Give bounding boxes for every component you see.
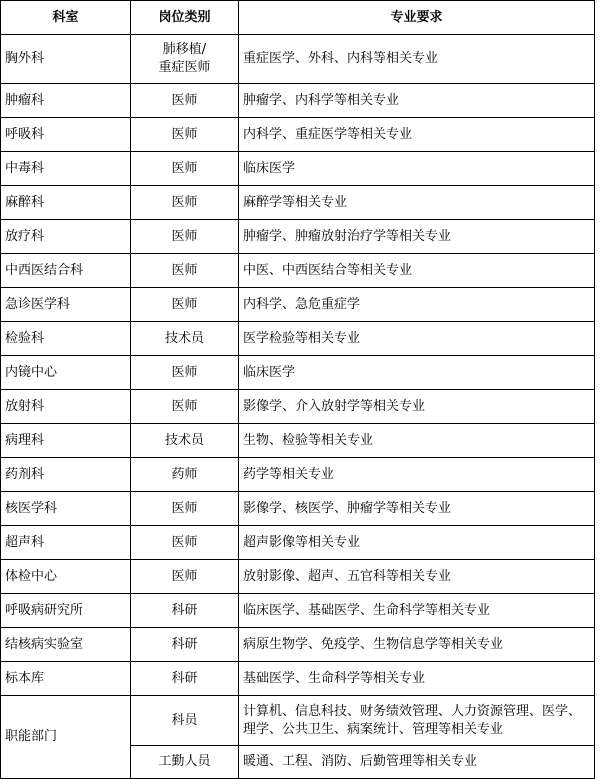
category-cell: 药师 <box>131 458 239 492</box>
requirement-cell: 医学检验等相关专业 <box>239 322 595 356</box>
category-cell: 科员 <box>131 696 239 746</box>
table-row <box>1 424 595 458</box>
requirement-cell: 暖通、工程、消防、后勤管理等相关专业 <box>239 746 595 779</box>
table-row-functional <box>1 696 595 746</box>
requirement-cell: 生物、检验等相关专业 <box>239 424 595 458</box>
header-row <box>1 1 595 35</box>
requirement-cell: 麻醉学等相关专业 <box>239 186 595 220</box>
table-row <box>1 288 595 322</box>
category-cell: 技术员 <box>131 322 239 356</box>
table-row <box>1 662 595 696</box>
dept-cell: 结核病实验室 <box>1 628 131 662</box>
dept-cell: 标本库 <box>1 662 131 696</box>
dept-cell: 中西医结合科 <box>1 254 131 288</box>
requirement-cell: 肿瘤学、内科学等相关专业 <box>239 84 595 118</box>
dept-cell: 药剂科 <box>1 458 131 492</box>
table-row <box>1 118 595 152</box>
category-cell <box>131 35 239 84</box>
category-cell: 科研 <box>131 594 239 628</box>
table-row <box>1 152 595 186</box>
dept-cell: 放疗科 <box>1 220 131 254</box>
category-cell: 医师 <box>131 288 239 322</box>
table-row <box>1 322 595 356</box>
dept-cell: 检验科 <box>1 322 131 356</box>
table-row <box>1 594 595 628</box>
category-cell: 工勤人员 <box>131 746 239 779</box>
category-cell: 医师 <box>131 492 239 526</box>
category-cell: 科研 <box>131 628 239 662</box>
category-cell: 医师 <box>131 390 239 424</box>
table-row <box>1 526 595 560</box>
dept-cell: 急诊医学科 <box>1 288 131 322</box>
category-cell: 医师 <box>131 356 239 390</box>
header-category: 岗位类别 <box>131 1 239 35</box>
dept-cell: 内镜中心 <box>1 356 131 390</box>
requirement-cell: 放射影像、超声、五官科等相关专业 <box>239 560 595 594</box>
requirement-cell: 影像学、介入放射学等相关专业 <box>239 390 595 424</box>
dept-cell: 呼吸病研究所 <box>1 594 131 628</box>
table-row <box>1 356 595 390</box>
dept-cell: 呼吸科 <box>1 118 131 152</box>
requirement-cell: 内科学、重症医学等相关专业 <box>239 118 595 152</box>
table-row <box>1 186 595 220</box>
dept-cell: 胸外科 <box>1 35 131 84</box>
dept-cell: 核医学科 <box>1 492 131 526</box>
category-cell: 医师 <box>131 152 239 186</box>
requirement-cell: 重症医学、外科、内科等相关专业 <box>239 35 595 84</box>
table-row <box>1 254 595 288</box>
dept-cell: 超声科 <box>1 526 131 560</box>
table-row <box>1 560 595 594</box>
requirement-cell: 临床医学 <box>239 356 595 390</box>
requirement-cell: 影像学、核医学、肿瘤学等相关专业 <box>239 492 595 526</box>
header-requirement: 专业要求 <box>239 1 595 35</box>
header-dept: 科室 <box>1 1 131 35</box>
requirement-cell: 超声影像等相关专业 <box>239 526 595 560</box>
requirement-cell: 药学等相关专业 <box>239 458 595 492</box>
table-row <box>1 84 595 118</box>
dept-cell: 中毒科 <box>1 152 131 186</box>
requirement-cell: 计算机、信息科技、财务绩效管理、人力资源管理、医学、理学、公共卫生、病案统计、管理等相关专业 <box>239 696 595 746</box>
table-row <box>1 628 595 662</box>
requirement-cell: 病原生物学、免疫学、生物信息学等相关专业 <box>239 628 595 662</box>
dept-cell: 麻醉科 <box>1 186 131 220</box>
dept-cell-functional: 职能部门 <box>1 696 131 779</box>
category-cell: 医师 <box>131 254 239 288</box>
category-line: 肺移植/ <box>162 42 207 57</box>
requirement-cell: 内科学、急危重症学 <box>239 288 595 322</box>
dept-cell: 体检中心 <box>1 560 131 594</box>
dept-cell: 肿瘤科 <box>1 84 131 118</box>
requirement-cell: 基础医学、生命科学等相关专业 <box>239 662 595 696</box>
table-row <box>1 35 595 84</box>
table-row <box>1 458 595 492</box>
category-cell: 技术员 <box>131 424 239 458</box>
table-row <box>1 220 595 254</box>
category-line: 重症医师 <box>158 60 211 75</box>
requirement-cell: 临床医学 <box>239 152 595 186</box>
category-cell: 医师 <box>131 186 239 220</box>
table-row <box>1 390 595 424</box>
requirement-cell: 肿瘤学、肿瘤放射治疗学等相关专业 <box>239 220 595 254</box>
category-cell: 医师 <box>131 118 239 152</box>
table-body <box>1 35 595 779</box>
requirement-cell: 中医、中西医结合等相关专业 <box>239 254 595 288</box>
category-cell: 医师 <box>131 560 239 594</box>
dept-cell: 放射科 <box>1 390 131 424</box>
table-row <box>1 492 595 526</box>
category-cell: 医师 <box>131 84 239 118</box>
category-cell: 医师 <box>131 220 239 254</box>
category-cell: 医师 <box>131 526 239 560</box>
requirement-cell: 临床医学、基础医学、生命科学等相关专业 <box>239 594 595 628</box>
category-cell: 科研 <box>131 662 239 696</box>
dept-cell: 病理科 <box>1 424 131 458</box>
